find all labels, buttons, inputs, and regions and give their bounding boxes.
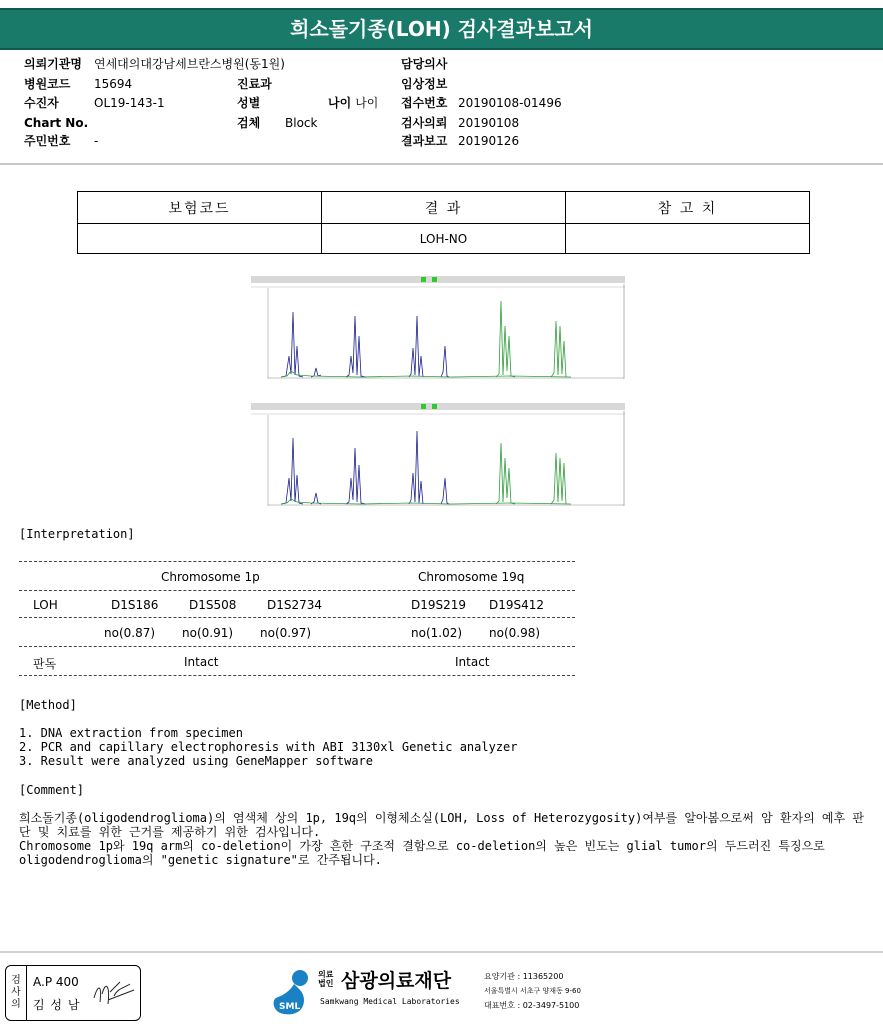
signer-name: 김 성 남 <box>33 998 81 1012</box>
org-prefix-top: 의료 <box>318 970 334 979</box>
sex-row <box>237 96 378 110</box>
specimen-value: Block <box>285 116 318 130</box>
org-phone: 대표번호 : 02-3497-5100 <box>484 1001 580 1010</box>
sml-logo-icon <box>270 968 314 1018</box>
ratio-d19s412: no(0.98) <box>489 626 541 640</box>
specimen-row <box>237 116 317 130</box>
result-header: 결 과 <box>322 192 566 224</box>
interpretation-rule <box>19 646 575 647</box>
interpretation-rule <box>19 675 575 676</box>
header-divider <box>0 163 883 165</box>
accession-row <box>401 96 562 110</box>
chart-no-row <box>24 116 94 130</box>
report-title: 희소돌기종(LOH) 검사결과보고서 <box>0 8 883 50</box>
method-item-1: 1. DNA extraction from specimen <box>19 726 243 740</box>
sex-label: 성별 <box>237 96 261 110</box>
care-number: 요양기관 : 11365200 <box>484 972 564 981</box>
resident-no-row <box>24 134 98 148</box>
reading-label: 판독 <box>33 657 57 671</box>
test-request-value: 20190108 <box>458 116 520 130</box>
institution-label: 의뢰기관명 <box>24 57 82 71</box>
interpretation-rule <box>19 561 575 562</box>
org-prefix-bottom: 법인 <box>318 979 334 988</box>
sml-logo-text: SML <box>279 1002 301 1012</box>
receiver-row <box>24 96 165 110</box>
clinical-info-label: 임상정보 <box>401 77 448 91</box>
chromosome-19q-header: Chromosome 19q <box>418 570 525 584</box>
reference-header: 참 고 치 <box>566 192 810 224</box>
marker-d19s412: D19S412 <box>489 598 545 612</box>
reading-1p: Intact <box>184 655 219 669</box>
institution-value: 연세대의대강남세브란스병원(동1원) <box>94 57 285 71</box>
accession-label: 접수번호 <box>401 96 448 110</box>
doctor-row <box>401 57 458 71</box>
handwritten-signature-icon <box>90 976 136 1010</box>
electropherogram-tumor <box>251 276 625 379</box>
interpretation-rule <box>19 590 575 591</box>
electropherogram-normal <box>251 403 625 506</box>
result-report-label: 결과보고 <box>401 134 448 148</box>
marker-d19s219: D19S219 <box>411 598 467 612</box>
institution-row <box>24 57 285 71</box>
specimen-label: 검체 <box>237 116 261 130</box>
sign-char: 사 <box>11 987 21 998</box>
result-table <box>77 191 810 254</box>
method-item-3: 3. Result were analyzed using GeneMapper software <box>19 754 374 768</box>
clinical-info-row <box>401 77 458 91</box>
interpretation-rule <box>19 617 575 618</box>
ratio-d1s508: no(0.91) <box>182 626 234 640</box>
resident-no-value: - <box>94 134 99 148</box>
department-row <box>237 77 283 91</box>
method-item-2: 2. PCR and capillary electrophoresis with ABI 3130xl Genetic analyzer <box>19 740 518 754</box>
insurance-code-cell <box>78 224 322 254</box>
receiver-value: OL19-143-1 <box>94 96 165 110</box>
hospital-code-label: 병원코드 <box>24 77 71 91</box>
ratio-d1s2734: no(0.97) <box>260 626 312 640</box>
age-value: 나이 <box>355 96 379 110</box>
comment-label: [Comment] <box>19 783 85 797</box>
accession-value: 20190108-01496 <box>458 96 562 110</box>
footer-divider <box>0 951 883 953</box>
insurance-code-header: 보험코드 <box>78 192 322 224</box>
department-label: 진료과 <box>237 77 272 91</box>
sign-char: 검 <box>11 975 21 986</box>
loh-row-label: LOH <box>33 598 58 612</box>
chart-no-label: Chart No. <box>24 116 89 130</box>
result-report-row <box>401 134 519 148</box>
method-label: [Method] <box>19 698 77 712</box>
org-prefix <box>318 970 333 988</box>
ratio-d19s219: no(1.02) <box>411 626 463 640</box>
org-address: 서울특별시 서초구 양재동 9-60 <box>484 987 581 995</box>
signature-vertical-label <box>6 966 27 1020</box>
reference-cell <box>566 224 810 254</box>
result-table-header <box>78 192 810 224</box>
age-label: 나이 <box>328 96 352 110</box>
reading-19q: Intact <box>455 655 490 669</box>
doctor-label: 담당의사 <box>401 57 448 71</box>
marker-d1s186: D1S186 <box>111 598 159 612</box>
marker-d1s508: D1S508 <box>189 598 237 612</box>
test-request-label: 검사의뢰 <box>401 116 448 130</box>
result-report-value: 20190126 <box>458 134 520 148</box>
comment-paragraph-1: 희소돌기종(oligodendroglioma)의 염색체 상의 1p, 19q의 이형체소실(LOH, Loss of Heterozygosity)여부를 알아봄으로써 암 환자의 예후 판단 및 치료를 위한 근거를 제공하기 위한 검사입니다. <box>19 811 864 839</box>
result-cell: LOH-NO <box>322 224 566 254</box>
ratio-d1s186: no(0.87) <box>104 626 156 640</box>
sign-char: 의 <box>11 999 21 1010</box>
test-request-row <box>401 116 519 130</box>
resident-no-label: 주민번호 <box>24 134 71 148</box>
receiver-label: 수진자 <box>24 96 59 110</box>
chromosome-1p-header: Chromosome 1p <box>161 570 260 584</box>
comment-paragraph-2: Chromosome 1p와 19q arm의 co-deletion이 가장 흔한 구조적 결함으로 co-deletion의 높은 빈도는 glial tumor의 두드러진 특징으로 oligodendroglioma의 "genetic signature"로 간주됩니다. <box>19 839 825 867</box>
marker-d1s2734: D1S2734 <box>267 598 323 612</box>
org-name: 삼광의료재단 <box>341 970 452 992</box>
license-number: A.P 400 <box>33 975 79 989</box>
hospital-code-row <box>24 77 132 91</box>
signature-box <box>5 965 141 1021</box>
org-name-en: Samkwang Medical Laboratories <box>320 997 460 1006</box>
result-table-row <box>78 224 810 254</box>
interpretation-label: [Interpretation] <box>19 527 135 541</box>
hospital-code-value: 15694 <box>94 77 133 91</box>
